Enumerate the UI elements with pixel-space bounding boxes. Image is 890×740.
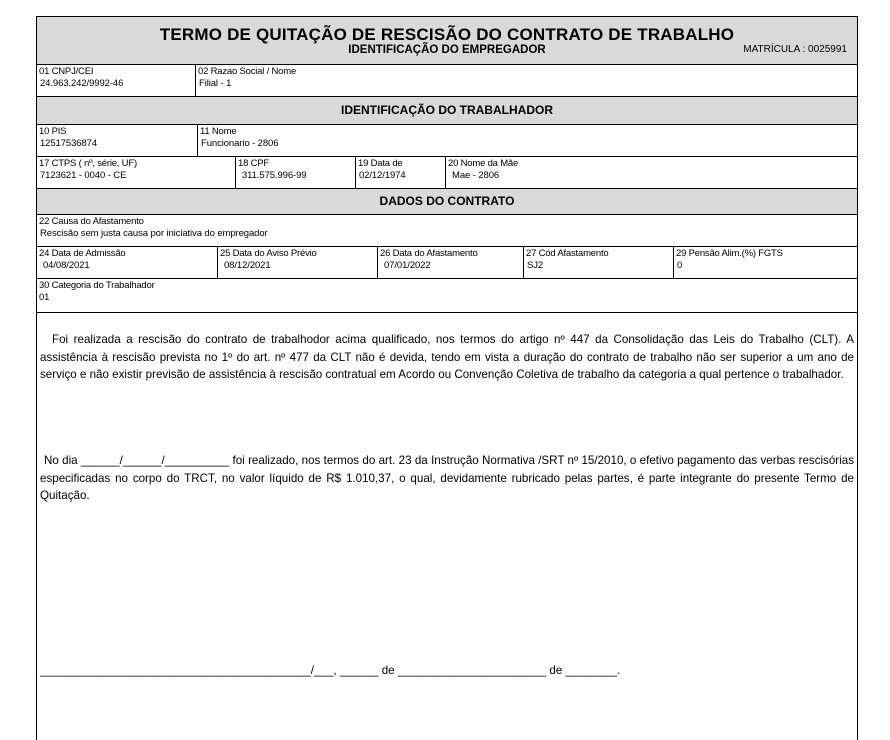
causa-row (37, 215, 857, 247)
quitacao-paragraph-2: No dia ______/______/__________ foi realizado, nos termos do art. 23 da Instrução Normativa /SRT nº 15/2010, o efetivo pagamento das verbas rescisórias especificadas no corpo do TRCT, no valor líquido de R$ 1.010,37, o qual, devidamente rubricado pelas partes, é parte integrante do presente Termo de Quitação. (40, 454, 854, 503)
nome-cell (197, 125, 857, 156)
contract-section-title: DADOS DO CONTRATO (379, 194, 515, 208)
pensao-fgts-value: 0 (677, 260, 683, 271)
termo-quitacao-form (36, 16, 858, 740)
afastamento-value: 07/01/2022 (384, 260, 431, 271)
admissao-value: 04/08/2021 (43, 260, 90, 271)
dates-row (37, 247, 857, 279)
nome-mae-label: 20 Nome da Mãe (448, 158, 519, 169)
categoria-row (37, 279, 857, 313)
cod-afastamento-cell (523, 247, 673, 278)
quitacao-paragraph-1: Foi realizada a rescisão do contrato de trabalhodor acima qualificado, nos termos do artigo nº 447 da Consolidação das Leis do Trabalho (CLT). A assistência à rescisão prevista no 1º do art. nº 477 da CLT não é devida, tendo em vista a duração do contrato de trabalho não ser superior a um ano de serviço e não existir previsão de assistência à rescisão contratual em Acordo ou Convenção Coletiva de trabalho da categoria a qual pertence o trabalhador. (40, 333, 854, 382)
signature-date-line: __________________________________________/___, ______ de _______________________ de ________. (40, 664, 621, 677)
cpf-value: 311.575.996-99 (242, 170, 307, 181)
data-nascimento-value: 02/12/1974 (359, 170, 406, 181)
worker-row-1 (37, 125, 857, 157)
aviso-previo-value: 08/12/2021 (224, 260, 271, 271)
cod-afastamento-value: SJ2 (527, 260, 544, 271)
employer-row (37, 65, 857, 97)
categoria-value: 01 (39, 292, 50, 303)
cpf-label: 18 CPF (238, 158, 270, 169)
afastamento-label: 26 Data do Afastamento (380, 248, 478, 259)
cnpj-value: 24.963.242/9992-46 (40, 78, 124, 89)
causa-cell (37, 215, 857, 246)
admissao-cell (37, 247, 217, 278)
pis-value: 12517536874 (40, 138, 98, 149)
causa-label: 22 Causa do Afastamento (39, 216, 144, 227)
cnpj-label: 01 CNPJ/CEI (39, 66, 94, 77)
cpf-cell (235, 157, 355, 188)
contract-section-header (37, 189, 857, 215)
ctps-cell (37, 157, 235, 188)
afastamento-cell (377, 247, 523, 278)
form-title: TERMO DE QUITAÇÃO DE RESCISÃO DO CONTRATO DE TRABALHO (159, 25, 735, 44)
nome-mae-value: Mae - 2806 (452, 170, 500, 181)
worker-row-2 (37, 157, 857, 189)
categoria-label: 30 Categoria do Trabalhador (39, 280, 155, 291)
cnpj-cell (37, 65, 195, 96)
employer-section-title: IDENTIFICAÇÃO DO EMPREGADOR (348, 44, 546, 56)
ctps-value: 7123621 - 0040 - CE (40, 170, 127, 181)
matricula-number: MATRÍCULA : 0025991 (743, 44, 847, 55)
nome-label: 11 Nome (200, 126, 237, 137)
ctps-label: 17 CTPS ( nº, série, UF) (39, 158, 137, 169)
worker-section-header (37, 97, 857, 125)
cod-afastamento-label: 27 Cód Afastamento (526, 248, 609, 259)
pensao-fgts-cell (673, 247, 857, 278)
worker-section-title: IDENTIFICAÇÃO DO TRABALHADOR (341, 103, 553, 117)
admissao-label: 24 Data de Admissão (39, 248, 126, 259)
pis-label: 10 PIS (39, 126, 67, 137)
form-header (37, 17, 857, 65)
razao-social-label: 02 Razao Social / Nome (198, 66, 297, 77)
razao-social-cell (195, 65, 857, 96)
nome-mae-cell (445, 157, 857, 188)
pensao-fgts-label: 29 Pensão Alim.(%) FGTS (676, 248, 783, 259)
data-nascimento-cell (355, 157, 445, 188)
aviso-previo-label: 25 Data do Aviso Prévio (220, 248, 317, 259)
pis-cell (37, 125, 197, 156)
razao-social-value: Filial - 1 (199, 78, 232, 89)
aviso-previo-cell (217, 247, 377, 278)
categoria-cell (37, 279, 857, 312)
causa-value: Rescisão sem justa causa por iniciativa do empregador (40, 228, 268, 239)
nome-value: Funcionario - 2806 (201, 138, 279, 149)
data-nascimento-label: 19 Data de (358, 158, 403, 169)
